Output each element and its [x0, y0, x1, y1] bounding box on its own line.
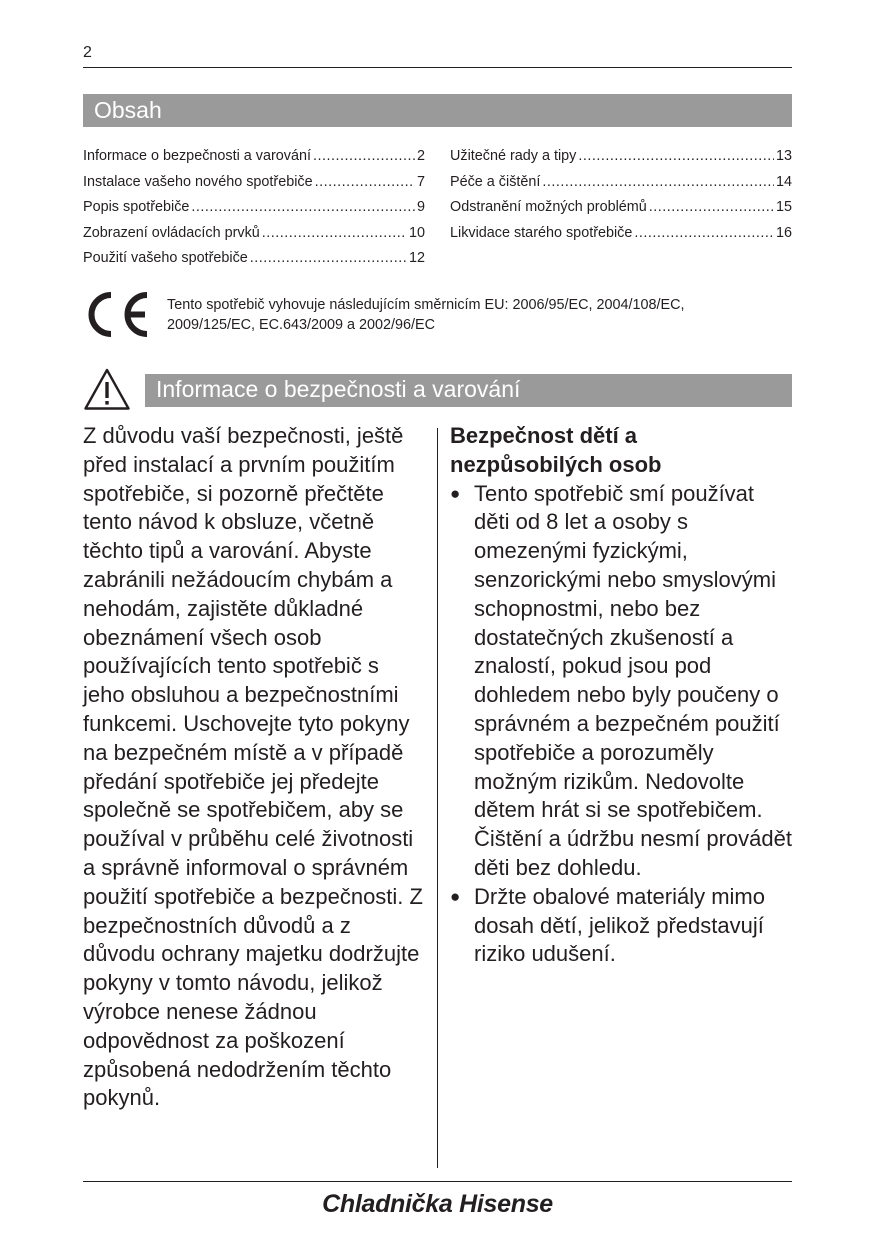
- toc-item-title: Péče a čištění: [450, 173, 541, 190]
- toc-leader: [634, 225, 774, 241]
- toc-item[interactable]: [450, 174, 792, 200]
- safety-intro-column: [83, 422, 423, 1113]
- toc-leader: [262, 225, 407, 241]
- toc-leader: [191, 199, 415, 215]
- compliance-line: 2009/125/EC, EC.643/2009 a 2002/96/EC: [167, 317, 436, 333]
- toc-leader: [250, 250, 407, 266]
- heading-line: nezpůsobilých osob: [450, 451, 662, 477]
- toc-item-title: Likvidace starého spotřebiče: [450, 224, 633, 241]
- toc-item-page: 16: [775, 224, 792, 241]
- ce-mark-icon: [83, 291, 151, 338]
- column-divider: [437, 428, 438, 1168]
- toc-item-title: Popis spotřebiče: [83, 199, 190, 215]
- toc-item-page: 7: [416, 173, 425, 190]
- toc-leader: [315, 174, 415, 190]
- toc-item-title: Odstranění možných problémů: [450, 199, 647, 215]
- toc-item[interactable]: [83, 174, 425, 200]
- toc-leader: [578, 148, 774, 164]
- safety-intro: Z důvodu vaší bezpečnosti, ještě před instalací a prvním použitím spotřebiče, si pozorně přečtěte tento návod k obsluze, včetně těchto tipů a varování. Abyste zabránili nežádoucím chybám a nehodám, zajistěte důkladné obeznámení všech osob používajících tento spotřebič s jeho obsluhou a bezpečnostními funkcemi. Uschovejte tyto pokyny na bezpečném místě a v případě předání spotřebiče jej předejte společně se spotřebičem, aby se používal v průběhu celé životnosti a správně informoval o správném použití spotřebiče a bezpečnosti. Z bezpečnostních důvodů a z důvodu ochrany majetku dodržujte pokyny v tomto návodu, jelikož výrobce nenese žádnou odpovědnost za poškození způsobená nedodržením těchto pokynů.: [83, 423, 423, 1111]
- toc-item-title: Informace o bezpečnosti a varování: [83, 148, 311, 164]
- toc-item[interactable]: [450, 199, 792, 225]
- children-safety-column: [450, 422, 795, 969]
- footer-title: Chladnička Hisense: [322, 1190, 553, 1218]
- toc-title: Obsah: [94, 97, 162, 123]
- compliance-line: Tento spotřebič vyhovuje následujícím směrnicím EU: 2006/95/EC, 2004/108/EC,: [167, 297, 685, 313]
- toc-item[interactable]: [83, 250, 425, 276]
- toc-item-title: Zobrazení ovládacích prvků: [83, 224, 260, 241]
- toc-item[interactable]: [450, 148, 792, 174]
- toc-item-title: Použití vašeho spotřebiče: [83, 250, 248, 266]
- toc-item-page: 10: [408, 224, 425, 241]
- toc-item-title: Instalace vašeho nového spotřebiče: [83, 173, 313, 190]
- toc-item-page: 14: [775, 173, 792, 190]
- toc-right-column: [450, 148, 792, 250]
- children-safety-heading: [450, 422, 795, 480]
- footer-divider: [83, 1181, 792, 1182]
- toc-leader: [313, 148, 415, 164]
- list-item: ● Tento spotřebič smí používat děti od 8 let a osoby s omezenými fyzickými, senzorickými nebo smyslovými schopnostmi, nebo bez dostatečných zkušeností a znalostí, pokud jsou pod dohledem nebo byly poučeny o správném a bezpečném použití spotřebiče a porozuměly možným rizikům. Nedovolte dětem hrát si se spotřebičem. Čištění a údržbu nesmí provádět děti bez dohledu.: [450, 480, 795, 883]
- heading-line: Bezpečnost dětí a: [450, 423, 638, 448]
- toc-item[interactable]: [83, 225, 425, 251]
- toc-left-column: [83, 148, 425, 276]
- toc-leader: [649, 199, 774, 215]
- header-divider: [83, 67, 792, 68]
- toc-item-page: 9: [416, 199, 425, 215]
- list-item: ● Držte obalové materiály mimo dosah dětí, jelikož představují riziko udušení.: [450, 883, 795, 969]
- compliance-text: [167, 295, 792, 335]
- toc-item-page: 13: [775, 148, 792, 164]
- toc-item[interactable]: [83, 148, 425, 174]
- safety-header-bar: [145, 374, 792, 407]
- children-safety-list: [450, 480, 795, 970]
- toc-item-page: 12: [408, 250, 425, 266]
- toc-item-title: Užitečné rady a tipy: [450, 148, 577, 164]
- toc-item[interactable]: [83, 199, 425, 225]
- toc-item[interactable]: [450, 225, 792, 251]
- toc-item-page: 2: [416, 148, 425, 164]
- toc-leader: [542, 174, 774, 190]
- safety-title: Informace o bezpečnosti a varování: [156, 376, 521, 402]
- toc-item-page: 15: [775, 199, 792, 215]
- toc-header-bar: [83, 94, 792, 127]
- warning-triangle-icon: [83, 367, 131, 411]
- page-number: 2: [83, 44, 92, 61]
